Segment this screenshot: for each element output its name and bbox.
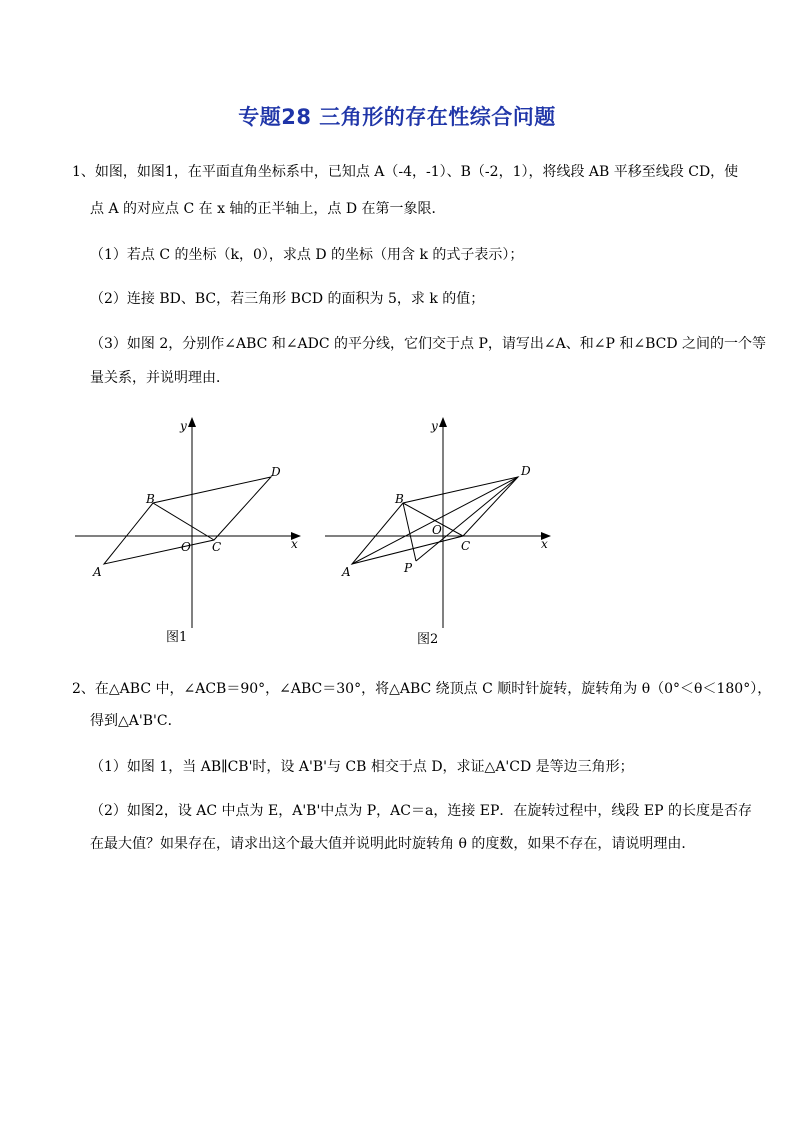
problem1-part1: （1）若点 C 的坐标（k，0），求点 D 的坐标（用含 k 的式子表示）； (90, 247, 524, 263)
figure1-label-x: x (291, 537, 298, 551)
figure1-label-B: B (146, 492, 155, 506)
figure1-caption: 图1 (166, 630, 188, 645)
figure1-label-D: D (271, 465, 281, 479)
figure2-segment-AD (352, 477, 518, 564)
figure2-label-x: x (541, 537, 548, 551)
problem2-stem-line2: 得到△A'B'C． (90, 713, 182, 729)
figure1-label-O: O (181, 540, 191, 554)
figure1-label-C: C (212, 540, 222, 554)
page-title: 专题28 三角形的存在性综合问题 (238, 105, 556, 129)
figure2-label-C: C (461, 539, 471, 553)
problem1-figures (72, 412, 732, 652)
problem2-part1: （1）如图 1，当 AB∥CB'时，设 A'B'与 CB 相交于点 D，求证△A'CD 是等边三角形； (90, 759, 634, 775)
figure1-label-A: A (93, 565, 102, 579)
problem1-stem-line1: 1、如图，如图1，在平面直角坐标系中，已知点 A（-4，-1）、B（-2，1），将线段 AB 平移至线段 CD，使 (72, 164, 739, 180)
problem1-part2: （2）连接 BD、BC，若三角形 BCD 的面积为 5，求 k 的值； (90, 291, 485, 307)
figure1-segment-BC (153, 503, 214, 540)
problem2-stem-line1: 2、在△ABC 中，∠ACB＝90°，∠ABC＝30°，将△ABC 绕顶点 C 顺时针旋转，旋转角为 θ（0°＜θ＜180°）， (72, 681, 772, 697)
figure2-caption: 图2 (417, 632, 439, 647)
figure1 (75, 418, 300, 628)
problem1-part3-line1: （3）如图 2，分别作∠ABC 和∠ADC 的平分线，它们交于点 P，请写出∠A、和∠P 和∠BCD 之间的一个等 (90, 336, 767, 352)
figure2-label-O: O (432, 523, 442, 537)
problem1-stem-line2: 点 A 的对应点 C 在 x 轴的正半轴上，点 D 在第一象限． (90, 201, 446, 217)
problem1-part3-line2: 量关系，并说明理由． (90, 370, 230, 386)
problem2-part2-line2: 在最大值？如果存在，请求出这个最大值并说明此时旋转角 θ 的度数，如果不存在，请说明理由． (90, 836, 696, 852)
figure2-label-A: A (342, 565, 351, 579)
problem2-part2-line1: （2）如图2，设 AC 中点为 E，A'B'中点为 P，AC＝a，连接 EP．在旋转过程中，线段 EP 的长度是否存 (90, 803, 752, 819)
figure2-label-y: y (431, 419, 438, 433)
figure1-label-y: y (180, 419, 187, 433)
figure2-label-B: B (395, 492, 404, 506)
figure2-label-D: D (521, 464, 531, 478)
figure2-label-P: P (404, 561, 413, 575)
